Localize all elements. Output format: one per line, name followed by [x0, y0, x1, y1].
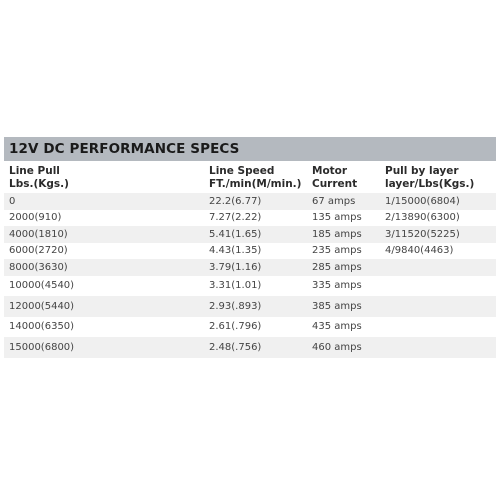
performance-specs-table [4, 137, 496, 358]
cell-line-speed: 3.31(1.01) [209, 280, 262, 292]
header-line-speed: Line Speed FT./min(M/min.) [209, 165, 302, 190]
cell-motor-current: 135 amps [312, 212, 362, 224]
cell-line-speed: 7.27(2.22) [209, 212, 262, 224]
cell-line-speed: 2.61(.796) [209, 321, 262, 333]
table-row [4, 243, 496, 260]
cell-motor-current: 435 amps [312, 321, 362, 333]
cell-line-pull: 8000(3630) [9, 261, 68, 273]
cell-line-pull: 10000(4540) [9, 280, 75, 292]
table-row [4, 210, 496, 227]
cell-pull-by-layer: 1/15000(6804) [385, 195, 460, 207]
cell-motor-current: 67 amps [312, 195, 356, 207]
cell-motor-current: 285 amps [312, 261, 362, 273]
cell-line-speed: 2.48(.756) [209, 341, 262, 353]
table-row [4, 193, 496, 210]
table-row [4, 296, 496, 317]
header-motor-current: Motor Current [312, 165, 358, 190]
cell-motor-current: 235 amps [312, 245, 362, 257]
table-header-row [4, 161, 496, 193]
cell-line-pull: 12000(5440) [9, 300, 75, 312]
cell-line-speed: 4.43(1.35) [209, 245, 262, 257]
cell-line-speed: 3.79(1.16) [209, 261, 262, 273]
cell-line-pull: 6000(2720) [9, 245, 68, 257]
table-row [4, 317, 496, 338]
table-title: 12V DC PERFORMANCE SPECS [4, 137, 496, 161]
table-row [4, 276, 496, 297]
cell-line-speed: 2.93(.893) [209, 300, 262, 312]
cell-motor-current: 185 amps [312, 228, 362, 240]
cell-motor-current: 385 amps [312, 300, 362, 312]
table-row [4, 259, 496, 276]
cell-pull-by-layer: 2/13890(6300) [385, 212, 460, 224]
table-row [4, 226, 496, 243]
cell-line-speed: 5.41(1.65) [209, 228, 262, 240]
cell-motor-current: 460 amps [312, 341, 362, 353]
table-row [4, 337, 496, 358]
cell-pull-by-layer: 4/9840(4463) [385, 245, 454, 257]
cell-line-pull: 14000(6350) [9, 321, 75, 333]
cell-line-pull: 2000(910) [9, 212, 62, 224]
cell-line-pull: 0 [9, 195, 16, 207]
header-line-pull: Line Pull Lbs.(Kgs.) [9, 165, 69, 190]
cell-line-speed: 22.2(6.77) [209, 195, 262, 207]
cell-line-pull: 4000(1810) [9, 228, 68, 240]
cell-pull-by-layer: 3/11520(5225) [385, 228, 460, 240]
cell-motor-current: 335 amps [312, 280, 362, 292]
cell-line-pull: 15000(6800) [9, 341, 75, 353]
header-pull-by-layer: Pull by layer layer/Lbs(Kgs.) [385, 165, 475, 190]
